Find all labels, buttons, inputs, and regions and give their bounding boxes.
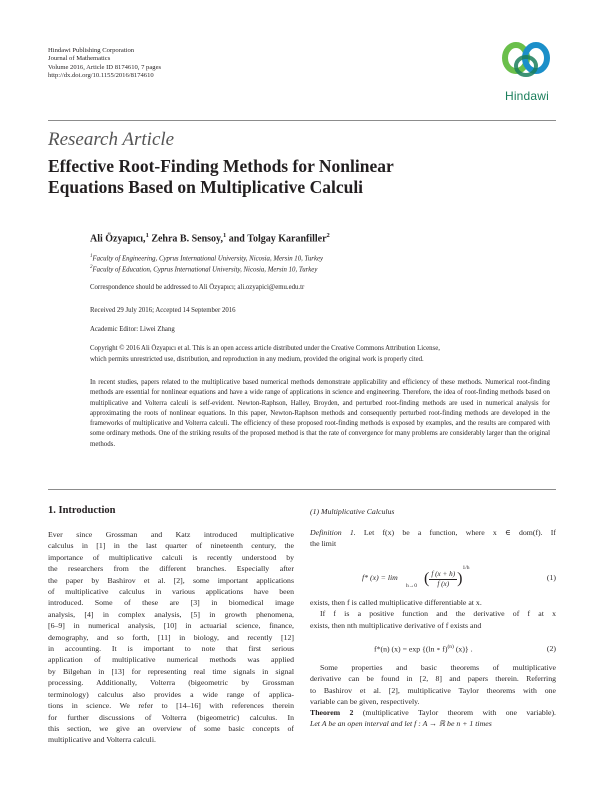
theorem-text: Let A be an open interval and let f : A → ℝ be n + 1 times [310,719,492,729]
affiliation-number: 1 [90,254,93,259]
hindawi-logo [496,36,558,106]
paper-title [48,156,528,198]
text-line: in accounting. It is important to note that first serious [48,644,294,654]
equation-text: (x)} . [453,644,473,654]
author-name[interactable]: and Tolgay Karanfiller [226,233,327,245]
logo-wordmark: Hindawi [504,89,550,103]
text-line: the researchers from the different branches. Especially after [48,564,294,574]
subsection-heading: (1) Multiplicative Calculus [310,507,395,516]
theorem-2 [310,707,556,730]
text-line: application of multiplicative numerical methods was applied [48,655,294,665]
definition-text: the limit [310,539,337,549]
definition-1 [310,527,556,550]
text-line: derivative can be found in [2, 8] and papers therein. Referring [310,674,556,684]
affiliation [90,265,317,273]
copyright-line: Copyright © 2016 Ali Özyapıcı et al. This is an open access article distributed under the Creative Commons Attribution License, [90,345,440,352]
affiliation [90,254,323,262]
fraction-denominator: f (x) [437,579,450,588]
fraction-numerator: f (x + h) [431,569,456,578]
doi-link[interactable]: http://dx.doi.org/10.1155/2016/8174610 [48,72,154,80]
equation-text: f*(n) (x) = exp {(ln ∘ f) [374,644,448,654]
definition-continuation [310,597,556,631]
text-line: of multiplicative calculus in various applications have been [48,587,294,597]
equation-number: (1) [546,573,556,582]
equation-1 [362,563,556,593]
academic-editor: Academic Editor: Liwei Zhang [90,326,175,333]
text-line: multiplicative and Volterra calculi. [48,735,156,745]
equation-number: (2) [546,644,556,653]
affiliation-number: 2 [90,265,93,270]
author-name[interactable]: Zehra B. Sensoy, [148,233,223,245]
section-heading: 1. Introduction [48,505,116,516]
header-divider [48,120,556,121]
theorem-text: (multiplicative Taylor theorem with one variable). [353,708,556,717]
definition-text: Let f(x) be a function, where x ∈ dom(f). If [355,528,556,537]
intro-text [48,529,294,746]
title-line: Effective Root-Finding Methods for Nonlinear [48,156,394,176]
text-line: processing. Additionally, Volterra (bigeometric by Grossman [48,678,294,688]
article-type: Research Article [48,129,175,150]
publisher-name: Hindawi Publishing Corporation [48,47,135,54]
affiliation-marker: 1 [145,232,149,239]
text-line: Some properties and basic theorems of multiplicative [320,663,556,672]
abstract-divider [48,489,556,490]
text-line: terminology) calculus also provides a wide range of applica- [48,689,294,699]
text-line: tions in science. We refer to [14–16] with references therein [48,701,294,711]
equation-exponent: (n) [447,644,454,650]
properties-paragraph [310,662,556,708]
affiliation-marker: 1 [223,232,227,239]
logo-rings-icon [496,36,558,86]
theorem-label: Theorem 2 [310,708,354,717]
text-line: to Bashirov et al. [2], multiplicative Taylor theorems with one [310,685,556,695]
text-line: the paper by Bashirov et al. [2], some important applications [48,575,294,585]
text-line: Ever since Grossman and Katz introduced multiplicative [48,530,294,539]
text-line: analysis, [4] in complex analysis, [5] in growth phenomena, [48,609,294,619]
journal-header [48,47,161,81]
author-name[interactable]: Ali Özyapıcı, [90,233,146,245]
limit-subscript: h→0 [406,583,417,589]
received-dates: Received 29 July 2016; Accepted 14 September 2016 [90,307,236,314]
copyright-line: which permits unrestricted use, distribution, and reproduction in any medium, provided the original work is properly cited. [90,356,424,363]
volume-info: Volume 2016, Article ID 8174610, 7 pages [48,63,162,71]
abstract: In recent studies, papers related to the multiplicative based numerical methods demonstrate applicability and efficiency of these methods. Numerical root-finding methods are essential for nonlinear equations and have a wide range of applications in science and engineering. Therefore, the idea of root-finding methods based on multiplicative and Volterra calculi is self-evident. Newton-Raphson, Halley, Broyden, and perturbed root-finding methods are used in numerical analysis for approximating the roots of nonlinear equations. In this paper, Newton-Raphson methods and consequently perturbed root-finding methods are developed in the frameworks of multiplicative and Volterra calculi. The efficiency of these proposed root-finding methods is exposed by examples, and the results are compared with some ordinary methods. One of the striking results of the proposed method is that the rate of convergence for many problems are considerably larger than the original methods. [90,379,550,448]
correspondence: Correspondence should be addressed to Ali Özyapıcı; ali.ozyapici@emu.edu.tr [90,284,305,291]
text-line: by Bilgehan in [13] for representing real time signals in signal [48,666,294,676]
equation-fraction: ( $\frac{f (x + h)}{f (x)}$ )$^{1/h}$ [424,565,470,588]
author-list [90,232,330,244]
equation-text: f* (x) = lim [362,573,398,582]
text-line: exists, then nth multiplicative derivative of f exists and [310,620,482,630]
title-line: Equations Based on Multiplicative Calculi [48,177,364,197]
text-line: exists, then f is called multiplicative differentiable at x. [310,598,482,607]
text-line: calculus in [1] in the last quarter of nineteenth century, the [48,541,294,551]
definition-label: Definition 1. [310,528,356,537]
equation-body [374,644,473,654]
text-line: importance of multiplicative calculi is recently understood by [48,552,294,562]
equation-2 [374,641,556,661]
text-line: demography, and so forth, [11] in biology, and recently [12] [48,632,294,642]
equation-lhs [362,573,398,582]
equation-exponent: 1/h [462,565,470,571]
text-line: introduced. Some of these are [3] in biomedical image [48,598,294,608]
journal-name: Journal of Mathematics [48,55,111,63]
text-line: [6–9] in numerical analysis, [10] in actuarial science, finance, [48,621,294,631]
text-line: for further discussions of Volterra (bigeometric) calculus. In [48,712,294,722]
text-line: If f is a positive function and the derivative of f at x [320,609,556,619]
affiliation-text: Faculty of Engineering, Cyprus International University, Nicosia, Mersin 10, Turkey [92,255,323,263]
affiliation-text: Faculty of Education, Cyprus International University, Nicosia, Mersin 10, Turkey [92,266,318,274]
text-line: variable can be given, respectively. [310,697,420,707]
text-line: this section, we give an overview of some basic concepts of [48,723,294,733]
affiliation-marker: 2 [326,232,330,239]
